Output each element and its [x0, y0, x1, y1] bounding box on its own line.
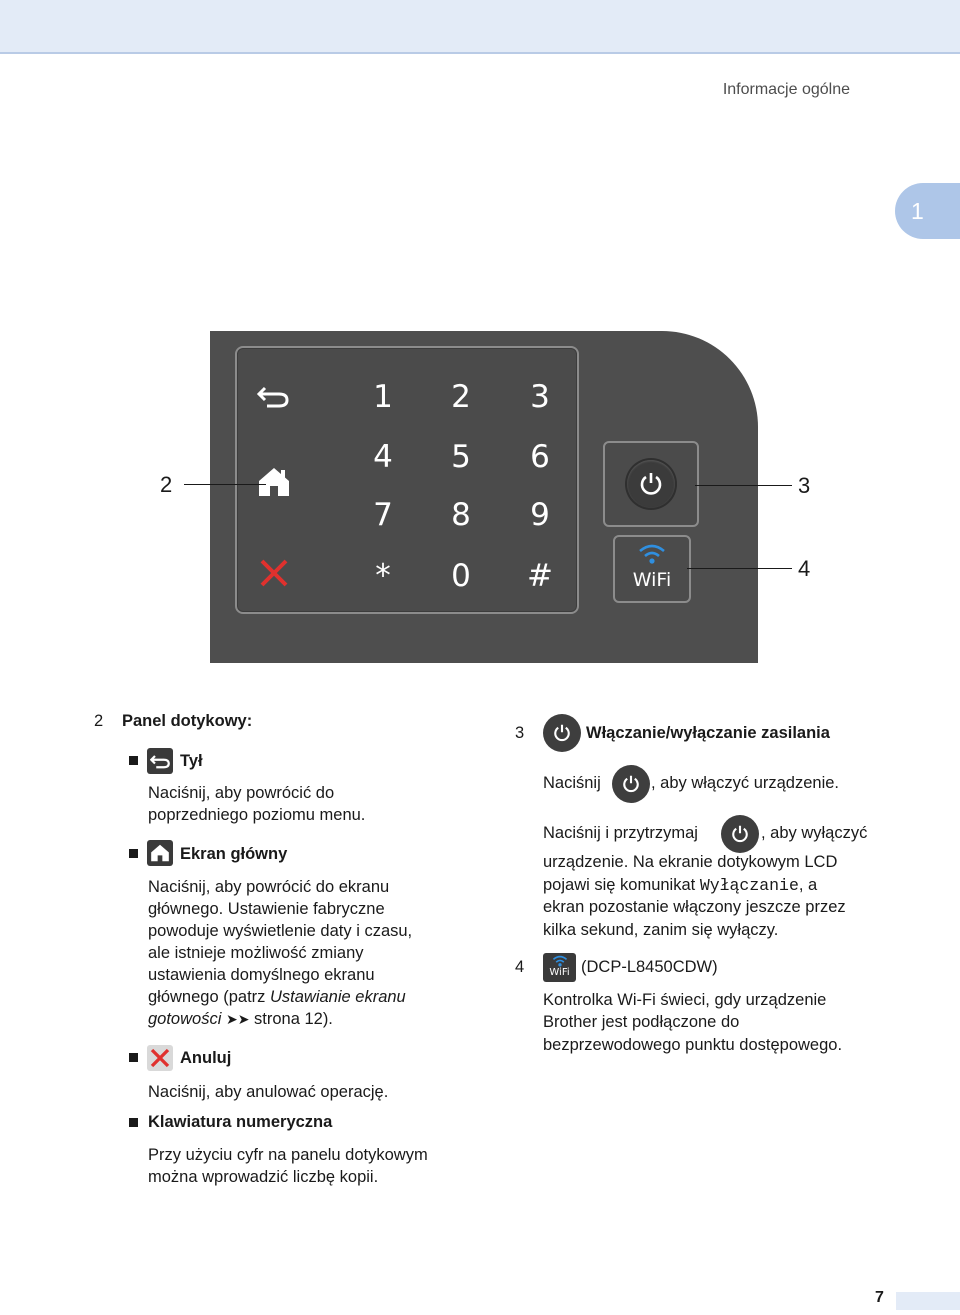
model-text: (DCP-L8450CDW)	[581, 958, 718, 976]
home-desc-7b: strona 12).	[249, 1010, 333, 1028]
wifi-icon	[551, 955, 569, 967]
wifi-desc-1: Kontrolka Wi-Fi świeci, gdy urządzenie	[543, 991, 827, 1009]
wifi-badge	[543, 953, 576, 982]
hold-line-2: urządzenie. Na ekranie dotykowym LCD	[543, 853, 838, 871]
heading-touch-panel: Panel dotykowy:	[122, 712, 253, 730]
hold-line-4: ekran pozostanie włączony jeszcze przez	[543, 898, 846, 916]
wifi-desc-2: Brother jest podłączone do	[543, 1013, 740, 1031]
home-badge	[147, 840, 173, 866]
numpad-desc-1: Przy użyciu cyfr na panelu dotykowym	[148, 1146, 428, 1164]
back-icon[interactable]	[257, 382, 289, 410]
power-icon	[622, 774, 640, 794]
bullet	[129, 1118, 138, 1127]
back-desc-1: Naciśnij, aby powrócić do	[148, 784, 335, 802]
press-text-b: , aby włączyć urządzenie.	[651, 774, 840, 792]
back-title: Tył	[180, 752, 203, 770]
cancel-desc: Naciśnij, aby anulować operację.	[148, 1083, 389, 1101]
hold-line-3b: , a	[798, 876, 818, 894]
cancel-title: Anuluj	[180, 1049, 232, 1067]
home-desc-2: głównego. Ustawienie fabryczne	[148, 900, 385, 918]
back-desc-2: poprzedniego poziomu menu.	[148, 806, 366, 824]
cancel-icon	[150, 1048, 170, 1068]
back-badge	[147, 748, 173, 774]
see-link-2[interactable]: gotowości	[148, 1010, 222, 1028]
power-button-frame	[603, 441, 699, 527]
home-desc-6a: głównego (patrz	[148, 988, 270, 1006]
callout-3: 3	[798, 473, 811, 498]
cancel-icon[interactable]	[259, 558, 289, 588]
chapter-tab	[895, 183, 960, 239]
wifi-badge-label: WiFi	[549, 967, 570, 978]
item-number-3: 3	[515, 724, 525, 742]
bullet	[129, 756, 138, 765]
bullet	[129, 849, 138, 858]
power-icon	[553, 723, 571, 743]
key-0[interactable]: 0	[451, 558, 471, 594]
key-7[interactable]: 7	[373, 497, 393, 533]
power-title: Włączanie/wyłączanie zasilania	[586, 724, 830, 742]
wifi-indicator	[613, 535, 691, 603]
power-icon	[639, 471, 663, 497]
callout-4-line	[687, 568, 792, 569]
page-number-bar	[896, 1292, 960, 1310]
wifi-desc-3: bezprzewodowego punktu dostępowego.	[543, 1036, 843, 1054]
key-4[interactable]: 4	[373, 439, 393, 475]
wifi-label: WiFi	[632, 569, 672, 591]
touch-panel	[235, 346, 579, 614]
key-1[interactable]: 1	[373, 379, 393, 415]
hold-line-3	[543, 874, 817, 898]
home-desc-1: Naciśnij, aby powrócić do ekranu	[148, 878, 390, 896]
numpad-desc-2: można wprowadzić liczbę kopii.	[148, 1168, 379, 1186]
home-desc-4: ale istnieje możliwość zmiany	[148, 944, 364, 962]
home-desc-3: powoduje wyświetlenie daty i czasu,	[148, 922, 413, 940]
lcd-message: Wyłączanie	[699, 876, 799, 895]
power-icon	[731, 824, 749, 844]
power-inline-badge	[721, 815, 759, 853]
hold-text-b: , aby wyłączyć	[761, 824, 868, 842]
home-desc-6	[148, 986, 406, 1009]
item-number-2: 2	[94, 712, 104, 730]
home-title: Ekran główny	[180, 845, 288, 863]
key-2[interactable]: 2	[451, 379, 471, 415]
cancel-badge	[147, 1045, 173, 1071]
press-text: Naciśnij	[543, 774, 601, 792]
callout-2-line	[184, 484, 266, 485]
key-5[interactable]: 5	[451, 439, 471, 475]
page-number: 7	[875, 1289, 884, 1306]
home-desc-5: ustawienia domyślnego ekranu	[148, 966, 375, 984]
power-button[interactable]	[627, 460, 675, 508]
see-link-1[interactable]: Ustawianie ekranu	[270, 988, 406, 1006]
top-bar	[0, 0, 960, 54]
key-6[interactable]: 6	[530, 439, 550, 475]
key-8[interactable]: 8	[451, 497, 471, 533]
chapter-number: 1	[911, 198, 924, 224]
power-badge	[543, 714, 581, 752]
hold-line-5: kilka sekund, zanim się wyłączy.	[543, 921, 779, 939]
callout-3-line	[695, 485, 792, 486]
hold-text: Naciśnij i przytrzymaj	[543, 824, 698, 842]
key-star[interactable]: *	[375, 558, 391, 594]
key-3[interactable]: 3	[530, 379, 550, 415]
back-icon	[150, 752, 170, 770]
see-arrows: ➤➤	[225, 1012, 250, 1028]
numpad-title: Klawiatura numeryczna	[148, 1113, 333, 1131]
item-number-4: 4	[515, 958, 525, 976]
wifi-icon	[637, 543, 667, 565]
bullet	[129, 1053, 138, 1062]
hold-line-3a: pojawi się komunikat	[543, 876, 700, 894]
callout-2: 2	[160, 472, 173, 497]
home-icon	[150, 843, 170, 863]
key-9[interactable]: 9	[530, 497, 550, 533]
callout-4: 4	[798, 556, 811, 581]
key-hash[interactable]: #	[527, 558, 553, 594]
home-icon[interactable]	[257, 466, 291, 498]
power-inline-badge	[612, 765, 650, 803]
home-desc-7	[148, 1008, 333, 1032]
section-title: Informacje ogólne	[722, 81, 850, 98]
